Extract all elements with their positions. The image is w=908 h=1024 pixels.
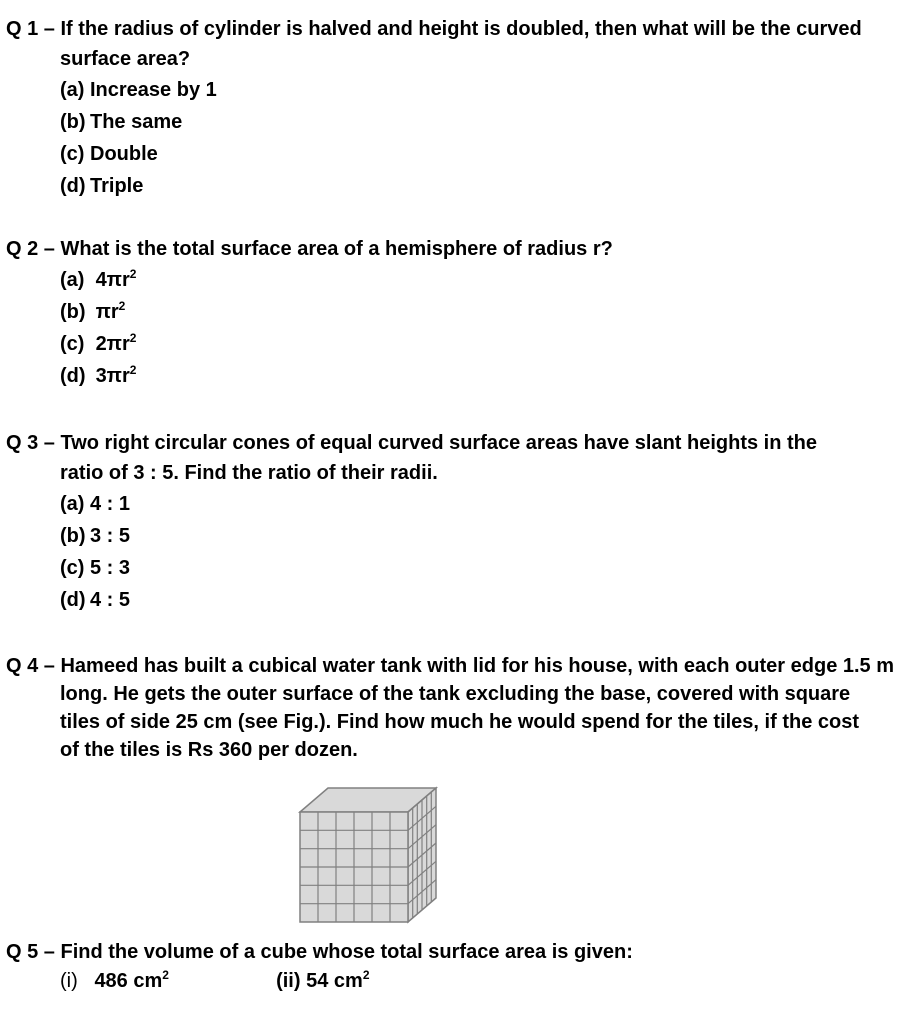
tiled-cube-icon	[296, 784, 440, 924]
question-3-option-d: (d) 4 : 5	[60, 589, 131, 611]
question-1-option-b: (b) The same	[60, 111, 183, 133]
question-3-option-a: (a) 4 : 1	[60, 493, 131, 515]
question-4-text-line-1: Hameed has built a cubical water tank with lid for his house, with each outer edge 1.5 m	[60, 655, 895, 677]
question-5-number: Q 5 –	[6, 941, 55, 963]
question-2-option-a: (a) $4\pi r^2$	[60, 267, 137, 291]
question-2-number: Q 2 –	[6, 238, 55, 260]
question-4-text-line-2: long. He gets the outer surface of the tank excluding the base, covered with square	[60, 683, 851, 705]
question-4-stem	[6, 652, 902, 680]
question-3-stem	[6, 428, 902, 458]
question-3-option-c: (c) 5 : 3	[60, 557, 131, 579]
question-1-text-line-1: If the radius of cylinder is halved and height is doubled, then what will be the curved	[60, 18, 862, 40]
question-3-number: Q 3 –	[6, 432, 55, 454]
question-4-number: Q 4 –	[6, 655, 55, 677]
question-2-stem	[6, 234, 902, 264]
question-5-stem	[6, 937, 902, 967]
question-1-stem	[6, 14, 902, 44]
question-1-option-a: (a) Increase by 1	[60, 79, 217, 101]
question-2-option-b: (b) $\pi r^2$	[60, 299, 126, 323]
question-3-option-b: (b) 3 : 5	[60, 525, 131, 547]
question-5-option-ii: (ii) 54 $cm^2$	[276, 968, 370, 992]
question-2-option-d: (d) $3\pi r^2$	[60, 363, 137, 387]
question-1-text-line-2: surface area?	[60, 48, 191, 70]
question-5-option-i: (i) 486 $cm^2$	[60, 968, 169, 992]
question-5-text: Find the volume of a cube whose total surface area is given:	[60, 941, 633, 963]
question-4	[6, 652, 902, 764]
question-1-number: Q 1 –	[6, 18, 55, 40]
question-4-text-line-4: of the tiles is Rs 360 per dozen.	[60, 739, 358, 761]
question-5-options	[60, 966, 370, 996]
question-3-text-line-1: Two right circular cones of equal curved surface areas have slant heights in the	[60, 432, 818, 454]
question-5	[6, 937, 902, 967]
question-3-text-line-2: ratio of 3 : 5. Find the ratio of their radii.	[60, 462, 438, 484]
question-2	[6, 234, 902, 392]
question-2-text: What is the total surface area of a hemisphere of radius r?	[60, 238, 613, 260]
question-1-option-c: (c) Double	[60, 143, 158, 165]
question-1	[6, 14, 902, 202]
question-2-option-c: (c) $2\pi r^2$	[60, 331, 137, 355]
question-1-option-d: (d) Triple	[60, 175, 144, 197]
question-3	[6, 428, 902, 616]
question-4-text-line-3: tiles of side 25 cm (see Fig.). Find how much he would spend for the tiles, if the cost	[60, 711, 859, 733]
